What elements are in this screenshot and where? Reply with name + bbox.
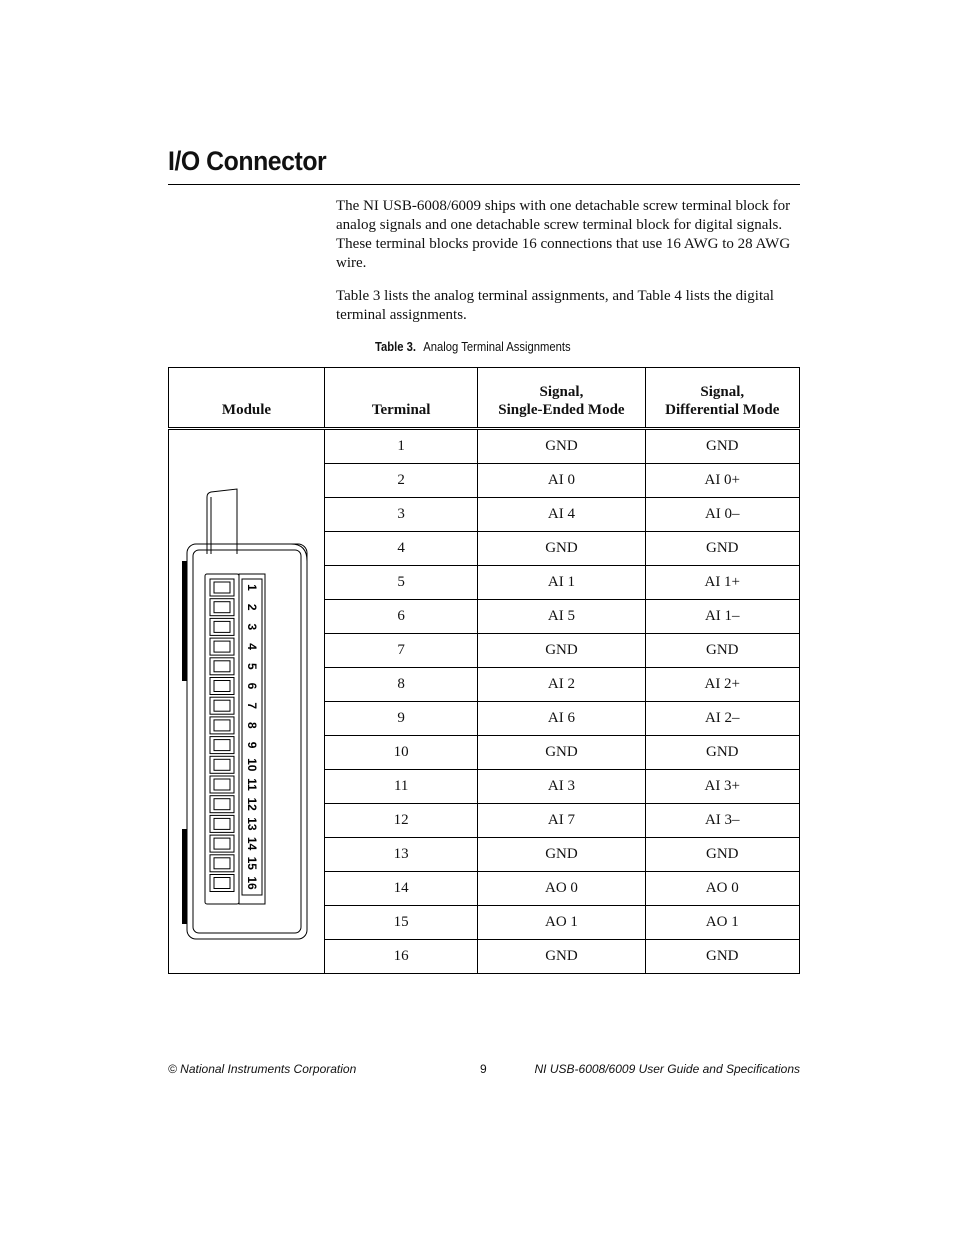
screw-terminal-inner: [214, 759, 230, 770]
differential-cell: GND: [645, 940, 799, 974]
terminal-cell: 12: [325, 804, 478, 838]
screw-terminal-inner: [214, 838, 230, 849]
differential-cell: GND: [645, 532, 799, 566]
single-ended-cell: AI 4: [478, 498, 645, 532]
screw-terminal-inner: [214, 700, 230, 711]
terminal-number-label: 11: [245, 778, 259, 791]
single-ended-cell: AI 3: [478, 770, 645, 804]
header-se-line1: Signal,: [539, 384, 584, 400]
single-ended-cell: AI 6: [478, 702, 645, 736]
single-ended-cell: GND: [478, 940, 645, 974]
single-ended-cell: AI 7: [478, 804, 645, 838]
screw-terminal-inner: [214, 720, 230, 731]
terminal-number-label: 8: [245, 722, 259, 729]
terminal-number-label: 3: [245, 623, 259, 631]
single-ended-cell: AO 0: [478, 872, 645, 906]
intro-paragraph: The NI USB-6008/6009 ships with one detachable screw terminal block for analog signals and one detachable screw terminal block for digital signals. These terminal blocks provide 16 connections that use 16 AWG to 28 AWG wire.: [336, 198, 791, 271]
header-module: Module: [169, 368, 325, 429]
terminal-cell: 14: [325, 872, 478, 906]
screw-terminal-inner: [214, 661, 230, 672]
differential-cell: GND: [645, 634, 799, 668]
screw-terminal-inner: [214, 582, 230, 593]
differential-cell: AI 1–: [645, 600, 799, 634]
table-caption: [375, 340, 571, 354]
terminal-number-label: 5: [245, 662, 259, 670]
single-ended-cell: GND: [478, 532, 645, 566]
terminal-number-label: 6: [245, 682, 259, 690]
differential-cell: AI 0+: [645, 464, 799, 498]
page-heading: I/O Connector: [168, 146, 327, 176]
screw-terminal-inner: [214, 779, 230, 790]
differential-cell: AI 3–: [645, 804, 799, 838]
terminal-cell: 10: [325, 736, 478, 770]
table-body: [169, 429, 800, 974]
single-ended-cell: GND: [478, 429, 645, 464]
heading-rule: [168, 184, 800, 185]
terminal-cell: 6: [325, 600, 478, 634]
screw-terminal-inner: [214, 681, 230, 692]
table-row: [169, 429, 800, 464]
screw-terminal-inner: [214, 858, 230, 869]
screw-terminal-block-illustration: [169, 449, 324, 949]
screw-terminal-inner: [214, 641, 230, 652]
terminal-number-label: 1: [245, 584, 259, 591]
terminal-cell: 5: [325, 566, 478, 600]
terminal-number-label: 12: [245, 797, 259, 811]
screw-terminal-inner: [214, 602, 230, 613]
screw-terminal-inner: [214, 799, 230, 810]
differential-cell: AI 3+: [645, 770, 799, 804]
terminal-cell: 9: [325, 702, 478, 736]
differential-cell: AI 2+: [645, 668, 799, 702]
terminal-cell: 2: [325, 464, 478, 498]
differential-cell: AO 0: [645, 872, 799, 906]
terminal-cell: 8: [325, 668, 478, 702]
footer-copyright: © National Instruments Corporation: [168, 1062, 357, 1076]
terminal-number-label: 16: [245, 876, 259, 890]
screw-terminal-inner: [214, 621, 230, 632]
terminal-cell: 16: [325, 940, 478, 974]
footer-page-number: 9: [480, 1062, 487, 1076]
terminal-number-label: 7: [245, 702, 259, 710]
terminal-number-label: 15: [245, 856, 259, 870]
terminal-cell: 13: [325, 838, 478, 872]
header-se-line2: Single-Ended Mode: [498, 402, 625, 418]
terminal-number-label: 2: [245, 603, 259, 611]
differential-cell: AI 1+: [645, 566, 799, 600]
terminal-number-label: 10: [245, 758, 259, 772]
differential-cell: AO 1: [645, 906, 799, 940]
differential-cell: AI 0–: [645, 498, 799, 532]
differential-cell: GND: [645, 838, 799, 872]
screw-terminal-inner: [214, 818, 230, 829]
single-ended-cell: AI 1: [478, 566, 645, 600]
differential-cell: AI 2–: [645, 702, 799, 736]
single-ended-cell: AI 5: [478, 600, 645, 634]
table-caption-label: Table 3.: [375, 340, 417, 354]
header-terminal: Terminal: [325, 368, 478, 429]
terminal-cell: 11: [325, 770, 478, 804]
terminal-number-label: 14: [245, 836, 259, 851]
footer-doc-title: NI USB-6008/6009 User Guide and Specifications: [534, 1062, 800, 1076]
terminal-number-label: 4: [245, 643, 259, 650]
single-ended-cell: AI 0: [478, 464, 645, 498]
analog-terminal-table: [168, 367, 800, 974]
terminal-number-label: 13: [245, 817, 259, 831]
module-illustration-cell: [169, 429, 325, 974]
screw-terminal-inner: [214, 878, 230, 889]
single-ended-cell: AI 2: [478, 668, 645, 702]
terminal-cell: 7: [325, 634, 478, 668]
terminal-cell: 15: [325, 906, 478, 940]
table-reference-paragraph: Table 3 lists the analog terminal assignments, and Table 4 lists the digital terminal assignments.: [336, 288, 774, 323]
table-header-row: [169, 368, 800, 429]
single-ended-cell: GND: [478, 736, 645, 770]
header-diff-line2: Differential Mode: [665, 402, 780, 418]
terminal-cell: 1: [325, 429, 478, 464]
differential-cell: GND: [645, 429, 799, 464]
differential-cell: GND: [645, 736, 799, 770]
terminal-cell: 3: [325, 498, 478, 532]
header-single-ended: [478, 368, 645, 429]
screw-terminal-inner: [214, 740, 230, 751]
header-diff-line1: Signal,: [700, 384, 745, 400]
table-caption-text: Analog Terminal Assignments: [423, 340, 571, 354]
header-differential: [645, 368, 799, 429]
single-ended-cell: AO 1: [478, 906, 645, 940]
single-ended-cell: GND: [478, 634, 645, 668]
terminal-cell: 4: [325, 532, 478, 566]
terminal-number-label: 9: [245, 741, 259, 749]
single-ended-cell: GND: [478, 838, 645, 872]
